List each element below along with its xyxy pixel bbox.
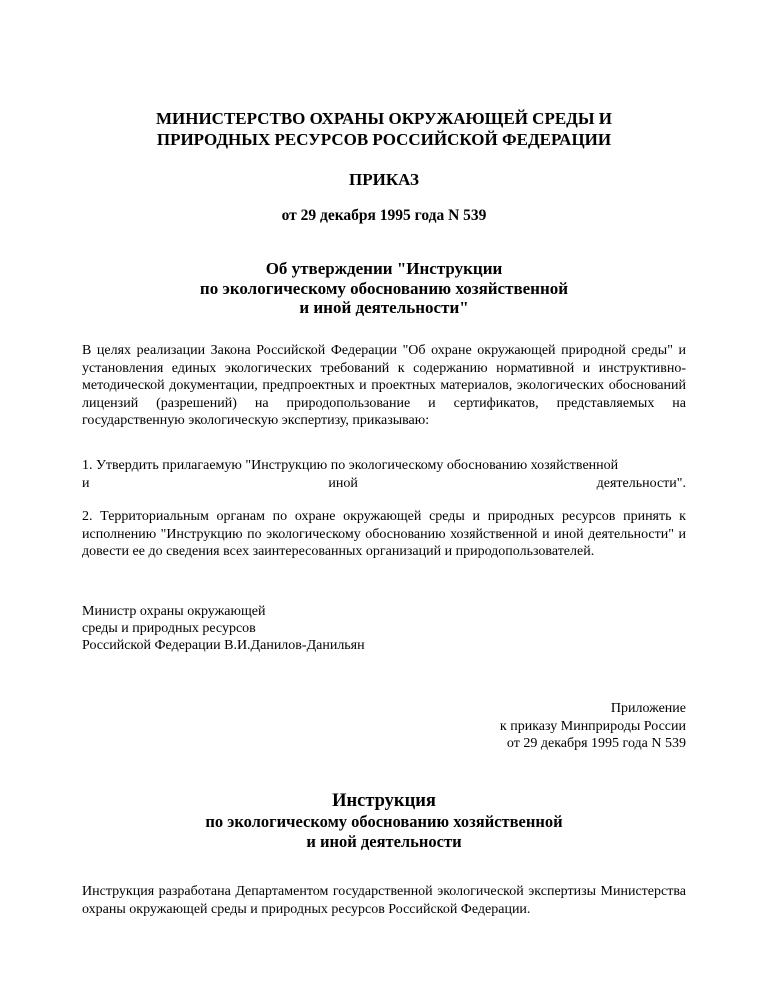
appendix-line3: от 29 декабря 1995 года N 539 bbox=[506, 736, 686, 751]
instruction-subtitle-line2: и иной деятельности bbox=[306, 832, 462, 851]
instruction-subtitle-line1: по экологическому обоснованию хозяйственной bbox=[205, 812, 563, 831]
appendix-line1: Приложение bbox=[610, 701, 686, 716]
order-subject-line2: по экологическому обоснованию хозяйственной bbox=[199, 278, 569, 298]
ministry-heading bbox=[0, 108, 768, 150]
order-subject-line1: Об утверждении "Инструкции bbox=[265, 259, 503, 278]
order-date: от 29 декабря 1995 года N 539 bbox=[281, 207, 487, 224]
order-subject-line3: и иной деятельности" bbox=[299, 298, 469, 317]
signature-block bbox=[82, 603, 365, 654]
order-subject bbox=[0, 259, 768, 318]
item-1-word-and: и bbox=[82, 475, 90, 491]
item-1-word-other: иной bbox=[328, 475, 358, 491]
appendix-line2: к приказу Минприроды России bbox=[499, 718, 686, 734]
item-1-line1: 1. Утвердить прилагаемую "Инструкцию по экологическому обоснованию хозяйственной bbox=[82, 458, 619, 473]
signature-line2: среды и природных ресурсов bbox=[82, 621, 256, 636]
ministry-heading-line1: МИНИСТЕРСТВО ОХРАНЫ ОКРУЖАЮЩЕЙ СРЕДЫ И bbox=[155, 109, 613, 128]
preamble-paragraph: В целях реализации Закона Российской Федерации "Об охране окружающей природной среды" и установления единых экологических требований к содержанию нормативной и инструктивно-методической документации, предпроектных и проектных материалов, экологических обоснований лицензий (разрешений) на природопользование и сертификатов, представляемых на государственную экологическую экспертизу, приказываю: bbox=[82, 343, 686, 428]
appendix-note bbox=[500, 700, 686, 753]
item-1-line2-row bbox=[82, 475, 686, 493]
ministry-heading-line2: ПРИРОДНЫХ РЕСУРСОВ РОССИЙСКОЙ ФЕДЕРАЦИИ bbox=[156, 130, 612, 149]
instruction-intro-paragraph: Инструкция разработана Департаментом государственной экологической экспертизы Министерства охраны окружающей среды и природных ресурсов Российской Федерации. bbox=[82, 884, 686, 917]
item-2-paragraph: 2. Территориальным органам по охране окружающей среды и природных ресурсов принять к исполнению "Инструкцию по экологическому обоснованию хозяйственной и иной деятельности" и довести ее до сведения всех заинтересованных организаций и природопользователей. bbox=[82, 509, 686, 559]
signature-line3: Российской Федерации В.И.Данилов-Данильян bbox=[82, 638, 365, 653]
instruction-title: Инструкция bbox=[332, 791, 436, 811]
order-title: ПРИКАЗ bbox=[349, 170, 419, 189]
item-1-word-activity: деятельности". bbox=[596, 475, 686, 491]
signature-line1: Министр охраны окружающей bbox=[82, 604, 266, 619]
item-1-line1-row bbox=[82, 457, 686, 475]
item-1-paragraph bbox=[82, 457, 686, 492]
instruction-heading bbox=[0, 790, 768, 852]
